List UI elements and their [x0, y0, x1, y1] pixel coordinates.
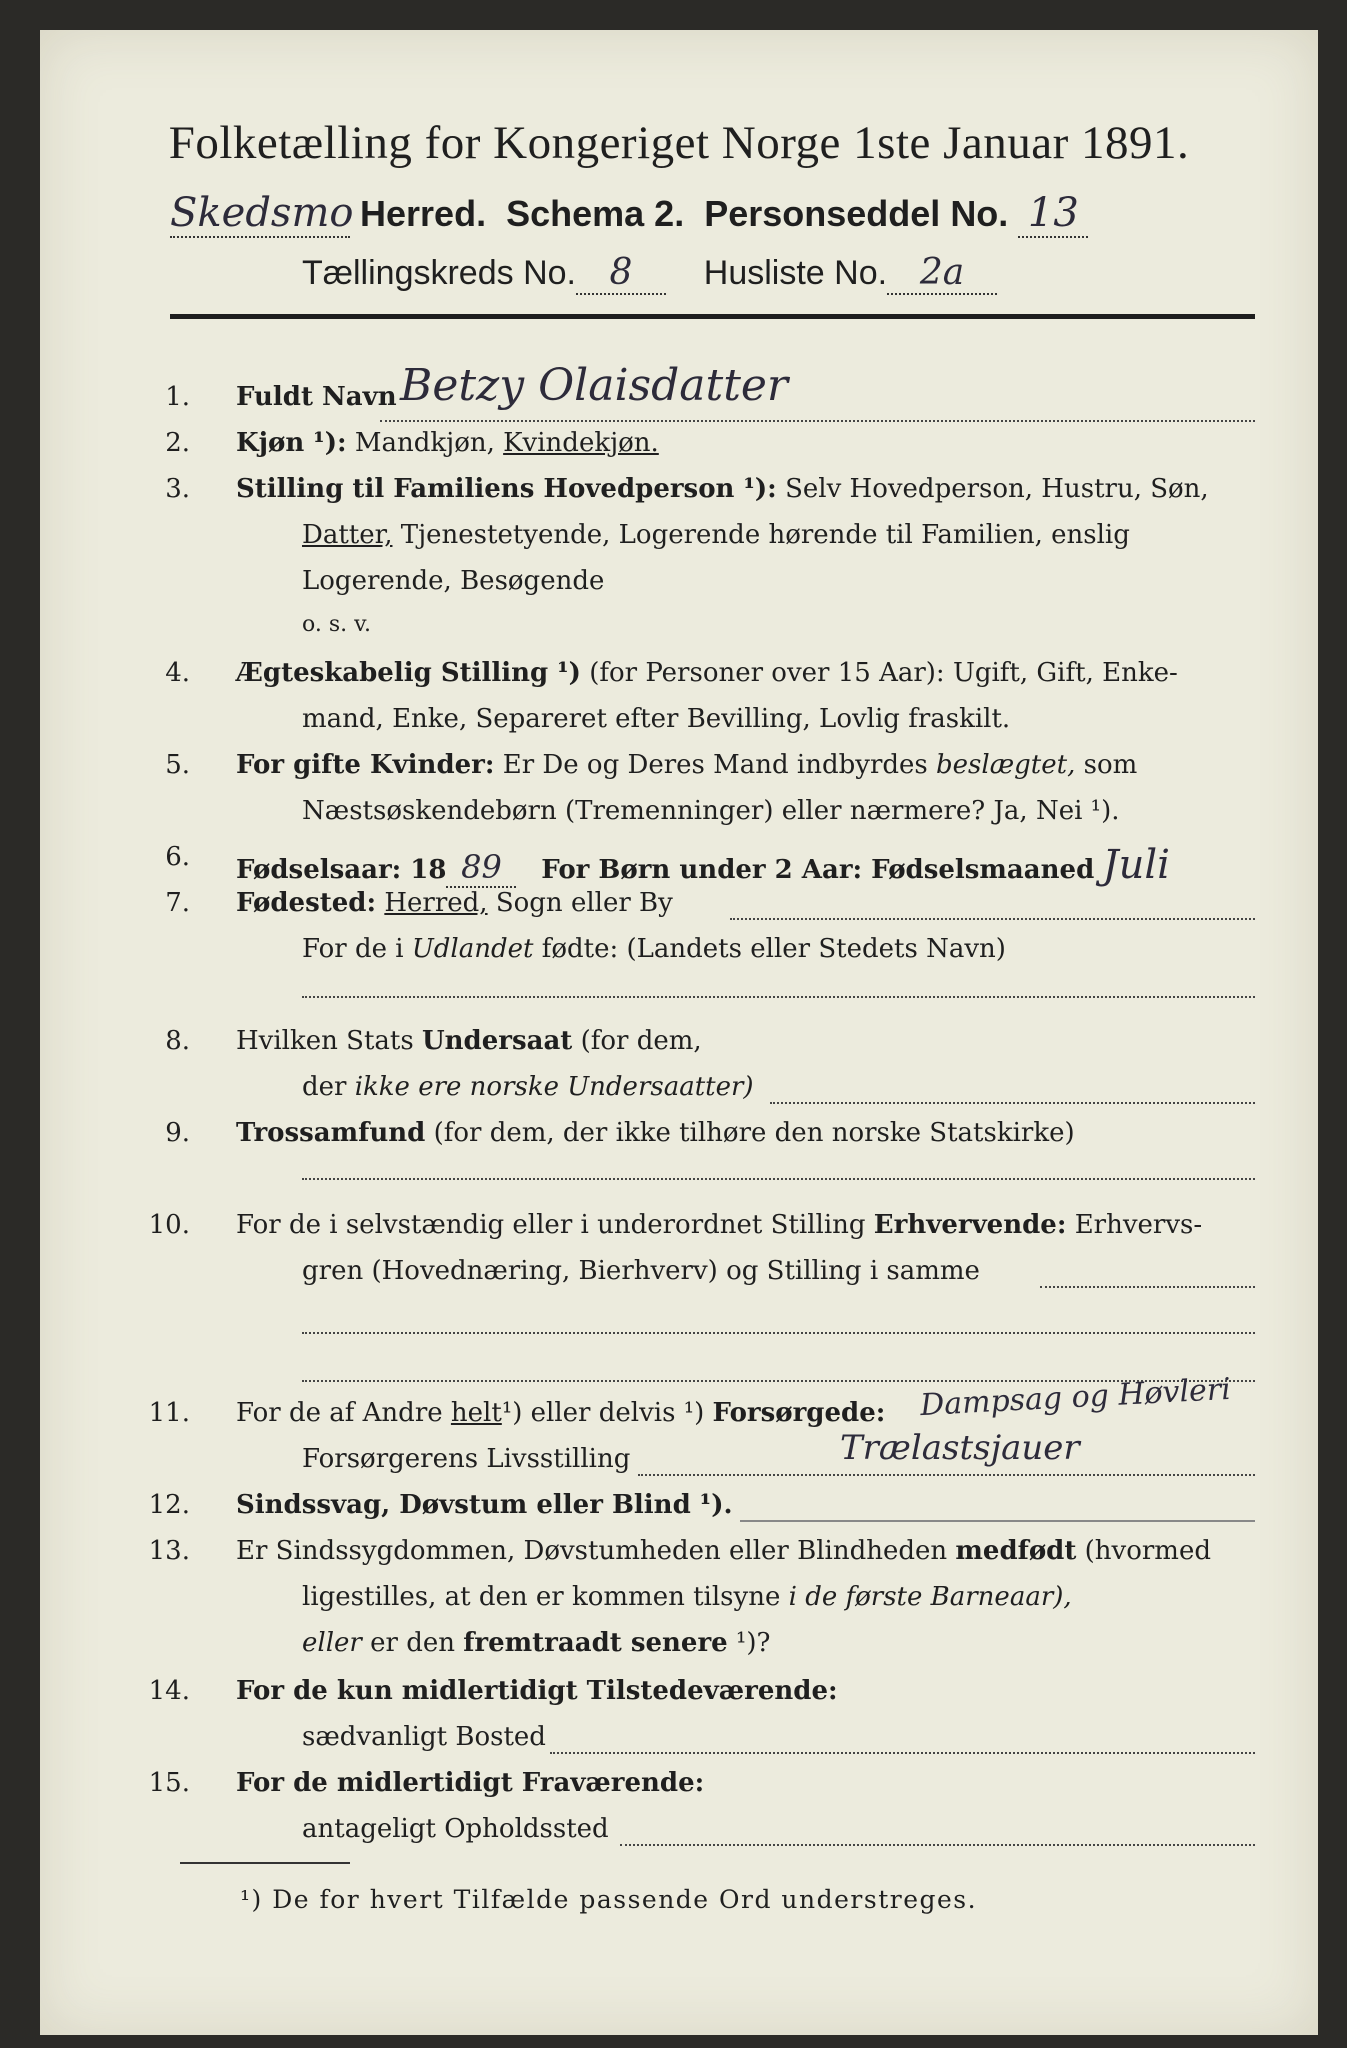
q8-line-fill [770, 1102, 1255, 1104]
schema-label: Schema 2. [506, 193, 685, 234]
herred-value: Skedsmo [170, 190, 354, 236]
q14-line2-fill [550, 1752, 1255, 1754]
q1-label: Fuldt Navn [236, 382, 397, 412]
q3-label: Stilling til Familiens Hovedperson ¹): [236, 474, 777, 504]
q15-number: 15. [148, 1768, 190, 1798]
q5-label: For gifte Kvinder: [236, 750, 495, 780]
q7-text2c: fødte: (Landets eller Stedets Navn) [541, 934, 1006, 964]
q9-line-fill [302, 1178, 1255, 1180]
q1-line [380, 420, 1255, 422]
q7-number: 7. [165, 888, 190, 918]
kreds-value: 8 [576, 252, 666, 295]
q10-line2-fill [1040, 1286, 1255, 1288]
q4-number: 4. [165, 658, 190, 688]
q8-line1 [236, 1026, 702, 1056]
q6-year-value: 89 [446, 848, 516, 888]
q14-number: 14. [148, 1676, 190, 1706]
q7-rest: Sogn eller By [495, 888, 673, 918]
header-divider [170, 314, 1255, 319]
q11-text1a: For de af Andre [236, 1398, 443, 1428]
census-form-sheet [40, 30, 1318, 2035]
q7-herred: Herred, [384, 888, 488, 918]
husliste-label: Husliste No. [703, 254, 888, 292]
q5-text1c: som [1083, 750, 1138, 780]
q8-text1b: Undersaat [421, 1026, 573, 1056]
q5-text1a: Er De og Deres Mand indbyrdes [502, 750, 928, 780]
q11-value1: Dampsag og Høvleri [919, 1371, 1232, 1424]
q10-line1 [236, 1210, 1202, 1240]
herred-line [170, 190, 1088, 238]
q9-label: Trossamfund [236, 1118, 426, 1148]
q2-opt-kvinde: Kvindekjøn. [503, 428, 659, 458]
q14-label: For de kun midlertidigt Tilstedeværende: [236, 1676, 838, 1706]
q2-label: Kjøn ¹): [236, 428, 347, 458]
q13-line2 [302, 1582, 1072, 1612]
q7-text2b: Udlandet [411, 934, 534, 964]
q13-text1c: (hvormed [1084, 1536, 1211, 1566]
q13-number: 13. [148, 1536, 190, 1566]
q13-text1a: Er Sindssygdommen, Døvstumheden eller Blindheden [236, 1536, 948, 1566]
q1-name-value: Betzy Olaisdatter [400, 360, 788, 411]
q13-line1 [236, 1536, 1211, 1566]
q11-line2-fill [638, 1474, 1255, 1476]
q10-text1a: For de i selvstændig eller i underordnet Stilling [236, 1210, 866, 1240]
q13-text2b: i de første Barneaar), [788, 1582, 1072, 1612]
q13-text3b: er den [370, 1628, 455, 1658]
q10-line2: gren (Hovednæring, Bierhverv) og Stilling i samme [302, 1256, 980, 1286]
q13-text3c: fremtraadt senere [463, 1628, 728, 1658]
q4-line1 [236, 658, 1178, 688]
q3-text2: Tjenestetyende, Logerende hørende til Familien, enslig [400, 520, 1130, 550]
q7-label: Fødested: [236, 888, 377, 918]
q8-text1a: Hvilken Stats [236, 1026, 414, 1056]
q4-text1: (for Personer over 15 Aar): Ugift, Gift, Enke- [589, 658, 1178, 688]
q11-text1d: Forsørgede: [712, 1398, 886, 1428]
q12-label: Sindssvag, Døvstum eller Blind ¹). [236, 1490, 733, 1520]
footnote-rule [180, 1862, 350, 1864]
q9-line1 [236, 1118, 1075, 1148]
q6-month-value: Juli [1102, 842, 1170, 888]
q2-line [236, 428, 659, 458]
q12-number: 12. [148, 1490, 190, 1520]
q10-text1c: Erhvervs- [1074, 1210, 1203, 1240]
q8-line2 [302, 1072, 754, 1102]
personseddel-value: 13 [1018, 190, 1088, 238]
q11-helt: helt [450, 1398, 502, 1428]
q12-line-fill [740, 1520, 1255, 1522]
q11-value2: Trælastsjauer [840, 1428, 1080, 1468]
q7-line1 [236, 888, 673, 918]
q11-line2: Forsørgerens Livsstilling [302, 1444, 631, 1474]
q4-label: Ægteskabelig Stilling ¹) [236, 658, 581, 688]
q5-line2: Næstsøskendebørn (Tremenninger) eller nærmere? Ja, Nei ¹). [302, 796, 1120, 826]
form-title: Folketælling for Kongeriget Norge 1ste Januar 1891. [168, 117, 1190, 169]
q7-line2 [302, 934, 1006, 964]
q11-line1 [236, 1398, 885, 1428]
personseddel-label: Personseddel No. [704, 193, 1009, 234]
q9-number: 9. [165, 1118, 190, 1148]
husliste-value: 2a [887, 252, 997, 295]
q5-text1b: beslægtet, [936, 750, 1076, 780]
q13-line3 [302, 1628, 770, 1658]
q15-line2: antageligt Opholdssted [302, 1814, 609, 1844]
q10-line3-fill [302, 1332, 1255, 1334]
q3-text1: Selv Hovedperson, Hustru, Søn, [785, 474, 1209, 504]
q5-line1 [236, 750, 1137, 780]
q3-line1 [236, 474, 1256, 504]
footnote: ¹) De for hvert Tilfælde passende Ord understreges. [240, 1885, 978, 1914]
q3-line3: Logerende, Besøgende [302, 566, 605, 596]
q8-text1c: (for dem, [580, 1026, 702, 1056]
q2-number: 2. [165, 428, 190, 458]
q13-text3d: ¹)? [735, 1628, 771, 1658]
q6-label2: For Børn under 2 Aar: Fødselsmaaned [541, 855, 1095, 885]
q7-text2a: For de i [302, 934, 404, 964]
q8-text2b: ikke ere norske Undersaatter) [354, 1072, 754, 1102]
q3-line4: o. s. v. [302, 612, 371, 637]
q10-number: 10. [148, 1210, 190, 1240]
q2-opt-mand: Mandkjøn, [354, 428, 495, 458]
q15-line2-fill [620, 1844, 1255, 1846]
q10-text1b: Erhvervende: [873, 1210, 1067, 1240]
q6-label: Fødselsaar: 18 [236, 855, 447, 885]
q13-text3a: eller [302, 1628, 362, 1658]
q15-label: For de midlertidigt Fraværende: [236, 1768, 705, 1798]
q14-line2: sædvanligt Bosted [302, 1722, 546, 1752]
q7-line3-fill [302, 996, 1255, 998]
q8-text2a: der [302, 1072, 347, 1102]
q9-text1: (for dem, der ikke tilhøre den norske Statskirke) [433, 1118, 1075, 1148]
q3-number: 3. [165, 474, 190, 504]
q7-line1-fill [730, 918, 1255, 920]
herred-label: Herred. [360, 193, 487, 234]
q13-text2a: ligestilles, at den er kommen tilsyne [302, 1582, 781, 1612]
q6-number: 6. [165, 842, 190, 872]
kreds-label: Tællingskreds No. [302, 254, 576, 292]
q3-datter: Datter, [302, 520, 393, 550]
q6-line [236, 842, 1170, 888]
q4-line2: mand, Enke, Separeret efter Bevilling, Lovlig fraskilt. [302, 704, 1011, 734]
q5-number: 5. [165, 750, 190, 780]
q3-line2 [302, 520, 1130, 550]
kreds-line [302, 252, 997, 295]
q11-number: 11. [148, 1398, 190, 1428]
q1-number: 1. [165, 382, 190, 412]
q8-number: 8. [165, 1026, 190, 1056]
q11-text1c: ¹) eller delvis ¹) [501, 1398, 705, 1428]
q13-text1b: medfødt [955, 1536, 1077, 1566]
